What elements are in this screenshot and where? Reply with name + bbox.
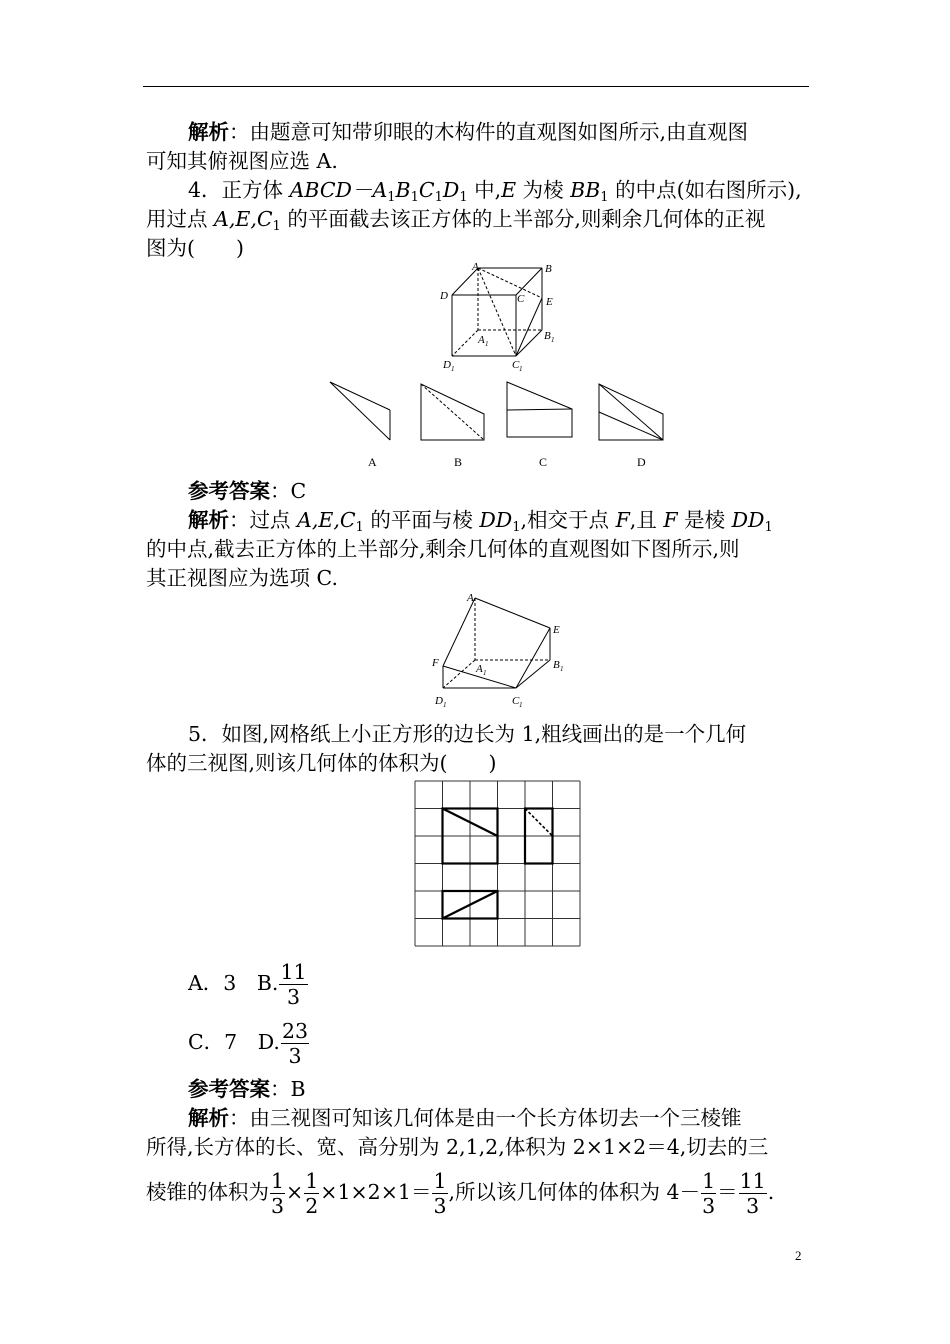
svg-text:1: 1 [485,340,489,348]
option-caption-c: C [539,455,548,469]
cube-label-d: D [440,290,448,302]
cube-label-b1: B [544,330,551,342]
cube-label-c1: C [512,359,520,371]
option-a-shape [330,382,390,440]
svg-text:1: 1 [551,336,555,344]
analysis-4-line-2: 的中点,截去正方体的上半部分,剩余几何体的直观图如下图所示,则 [146,537,740,561]
cut-label-d1: D [435,695,443,707]
analysis-3-line-1: 解析：由题意可知带卯眼的木构件的直观图如图所示,由直观图 [188,120,749,144]
option-c-shape [507,382,572,437]
analysis-3-line-2: 可知其俯视图应选 A. [146,149,338,173]
question-5-line-1: 5．如图,网格纸上小正方形的边长为 1,粗线画出的是一个几何 [188,722,747,746]
svg-text:1: 1 [519,365,523,373]
cube-label-b: B [545,263,552,275]
cube-figure [430,258,570,374]
cube-label-a: A [472,261,479,273]
option-caption-d: D [637,455,646,469]
analysis-4-line-3: 其正视图应为选项 C. [146,566,338,590]
header-rule [143,86,809,87]
option-d-shape [599,384,663,440]
answer-5: 参考答案：B [188,1077,306,1101]
option-b-shape [421,384,484,440]
cut-label-b1: B [553,659,560,671]
option-caption-b: B [454,455,463,469]
answer-4: 参考答案：C [188,479,307,503]
analysis-5-line-1: 解析：由三视图可知该几何体是由一个长方体切去一个三棱锥 [188,1106,742,1130]
svg-text:1: 1 [443,701,447,709]
question-4-line-2: 用过点 $A,E,C_1$ 的平面截去该正方体的上半部分,则剩余几何体的正视 [146,207,766,234]
question-4-line-1: 4．正方体 $ABCD-A_1B_1C_1D_1$ 中,E 为棱 $BB_1$ 的中点(如右图所示), [188,178,802,205]
question-5-line-2: 体的三视图,则该几何体的体积为( ) [146,751,497,775]
svg-text:1: 1 [483,669,487,677]
cut-label-a1: A [476,663,483,675]
option-figures [320,376,670,472]
page-number: 2 [795,1248,802,1263]
question-4-line-3: 图为( ) [146,236,244,260]
cut-solid-figure [425,588,575,712]
option-caption-a: A [368,455,377,469]
cut-label-e: E [553,624,560,636]
svg-text:1: 1 [519,701,523,709]
svg-text:1: 1 [560,665,564,673]
cube-label-c: C [517,293,525,305]
analysis-5-line-3: 棱锥的体积为 $\frac{1}{3}$ × $\frac{1}{2}$ ×1×2×1＝ $\frac{1}{3}$ ,所以该几何体的体积为 4－ $\frac{1}{3}$ ＝ $\frac{11}{3}$ . [146,1169,775,1218]
cut-label-f: F [432,657,439,669]
cut-label-a: A [467,592,474,604]
three-view-grid [413,779,583,949]
cube-label-a1: A [478,334,485,346]
cube-label-e: E [546,296,553,308]
cut-label-c1: C [512,695,520,707]
analysis-5-line-2: 所得,长方体的长、宽、高分别为 2,1,2,体积为 2×1×2＝4,切去的三 [146,1135,769,1159]
option-row-ab: A．3 B. $\frac{11}{3}$ [188,960,307,1009]
option-row-cd: C．7 D. $\frac{23}{3}$ [188,1019,309,1068]
analysis-4-line-1: 解析：过点 $A,E,C_1$ 的平面与棱 $DD_1$,相交于点 F,且 F 是棱 $DD_1$ [188,508,773,535]
cube-label-d1: D [443,359,451,371]
svg-text:1: 1 [451,365,455,373]
